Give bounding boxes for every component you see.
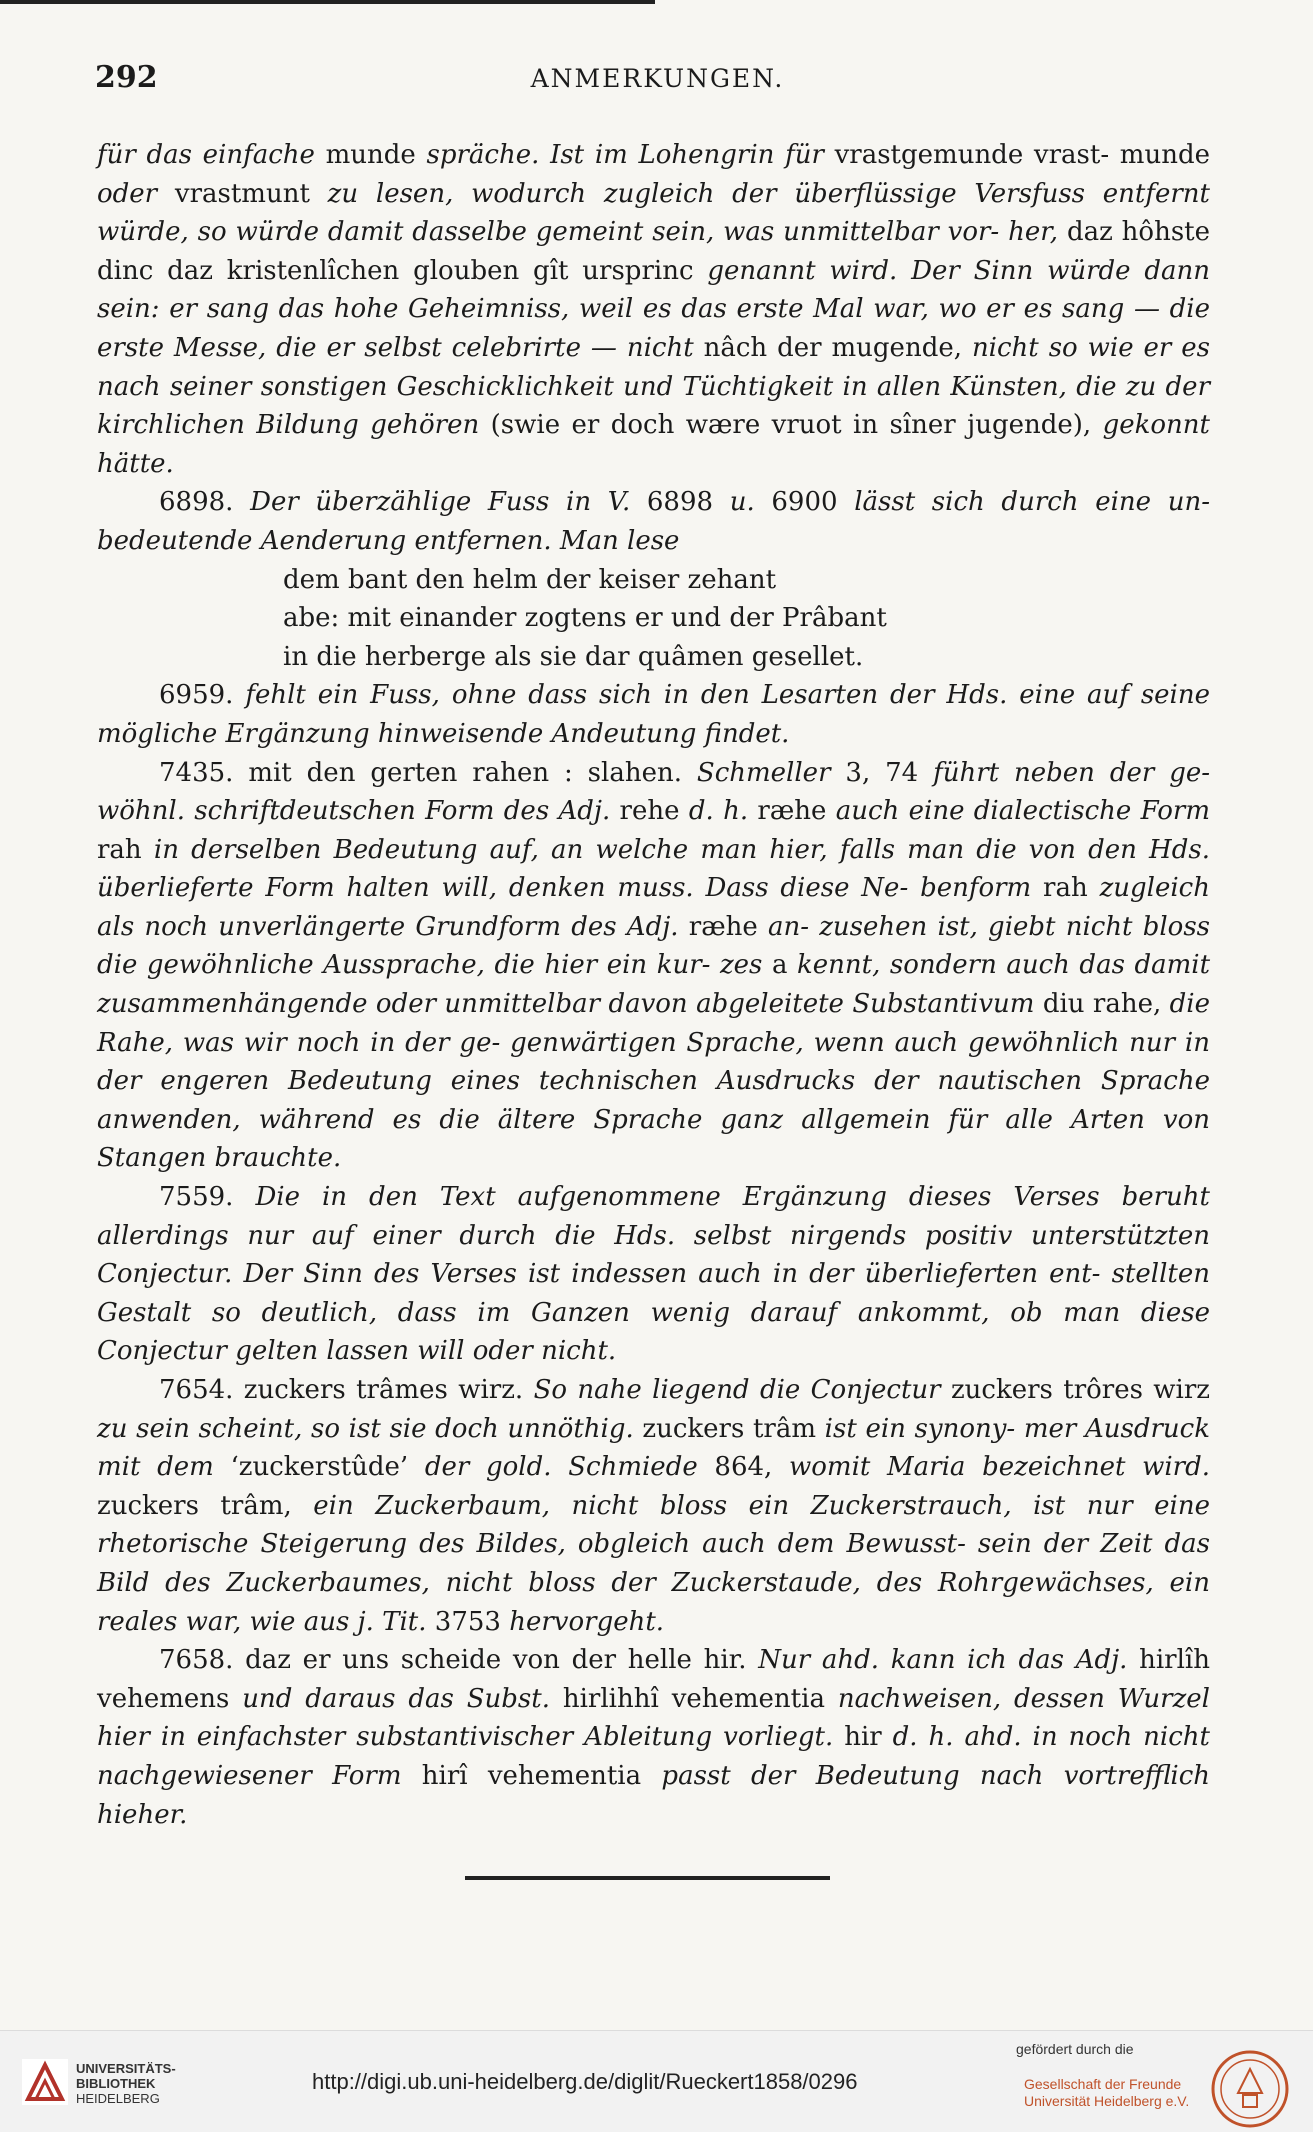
library-logo-icon[interactable]	[22, 2059, 68, 2105]
roman-run: ‘zuckerstûde’	[213, 1452, 425, 1483]
library-name	[76, 2061, 176, 2106]
verse-line: in die herberge als sie dar quâmen gesellet.	[283, 641, 864, 672]
page-body	[97, 136, 1210, 1834]
note-6959	[97, 676, 1210, 753]
italic-run: d. h.	[688, 796, 749, 827]
note-7658	[97, 1641, 1210, 1834]
roman-run: nâch der mugende,	[693, 332, 972, 363]
note-7654	[97, 1371, 1210, 1641]
italic-run: führt neben der ge- wöhnl. schriftdeutschen Form des Adj.	[97, 757, 1211, 827]
italic-run: für das einfache	[97, 140, 315, 170]
italic-run: die Rahe, was wir noch in der ge- genwärtigen Sprache, wenn auch gewöhnlich nur in der engeren Bedeutung eines technischen Ausdrucks der nautischen Sprache anwenden, während es die ältere Sprache ganz allgemein für alle Arten von Stangen brauchte.	[97, 989, 1210, 1174]
roman-run: 3753	[426, 1606, 510, 1637]
roman-run: 6900	[754, 487, 855, 518]
note-7559	[97, 1178, 1210, 1371]
verse-line: dem bant den helm der keiser zehant	[283, 564, 777, 595]
roman-run: zuckers trâm	[633, 1413, 825, 1444]
italic-run: und daraus das Subst.	[242, 1683, 550, 1714]
italic-run: nicht so wie er es nach seiner sonstigen Geschicklichkeit und Tüchtigkeit in allen Künsten, die zu der kirchlichen Bildung gehören	[97, 332, 1211, 441]
roman-run: hirlîh vehemens	[97, 1645, 1210, 1714]
roman-run: rah	[97, 834, 154, 865]
roman-run: munde	[314, 140, 427, 170]
italic-run: spräche. Ist im Lohengrin für	[426, 140, 824, 170]
italic-run: Schmeller	[696, 757, 831, 788]
italic-run: oder	[97, 178, 158, 209]
viewer-footer	[0, 2030, 1313, 2132]
roman-run: 7654. zuckers trâmes wirz.	[159, 1375, 534, 1405]
italic-run: d. h. ahd. in noch nicht nachgewiesener Form	[97, 1722, 1210, 1791]
roman-run: zuckers trâm,	[97, 1490, 314, 1521]
italic-run: Die in den Text aufgenommene Ergänzung dieses Verses beruht allerdings nur auf einer durch die Hds. selbst nirgends positiv unterstützten Conjectur. Der Sinn des Verses ist indessen auch in der überlieferten ent- stellten Gestalt so deutlich, dass im Ganzen wenig darauf ankommt, ob man diese Conjectur gelten lassen will oder nicht.	[97, 1182, 1210, 1367]
note-7435	[97, 754, 1210, 1179]
italic-run: Nur ahd. kann ich das Adj.	[758, 1645, 1128, 1676]
italic-run: ist ein synony- mer Ausdruck mit dem	[97, 1413, 1210, 1483]
roman-run: 7559.	[159, 1182, 256, 1213]
roman-run: 3, 74	[830, 757, 934, 788]
university-seal-icon	[1210, 2049, 1290, 2129]
roman-run: rehe	[610, 796, 689, 827]
end-rule	[465, 1876, 830, 1880]
page-header	[95, 60, 1220, 104]
roman-run: vrastmunt	[157, 178, 328, 209]
italic-run: hervorgeht.	[509, 1606, 665, 1637]
roman-run: 6898	[630, 487, 730, 518]
italic-run: zugleich als noch unverlängerte Grundform des Adj.	[97, 873, 1210, 942]
roman-run: 7658. daz er uns scheide von der helle hir.	[159, 1645, 759, 1676]
sponsor-caption: gefördert durch die	[1016, 2041, 1134, 2057]
library-line: UNIVERSITÄTS-	[76, 2061, 176, 2076]
italic-run: zu lesen, wodurch zugleich der überflüssige Versfuss entfernt würde, so würde damit dasselbe gemeint sein, was unmittelbar vor- her,	[97, 178, 1210, 248]
paragraph-lohengrin	[97, 136, 1210, 483]
italic-run: womit Maria bezeichnet wird.	[789, 1452, 1211, 1483]
italic-run: auch eine dialectische Form	[835, 796, 1210, 827]
italic-run: gekonnt hätte.	[97, 410, 1210, 479]
roman-run: (swie er doch wære vruot in sîner jugende),	[479, 410, 1103, 441]
running-title: ANMERKUNGEN.	[530, 64, 785, 93]
italic-run: So nahe liegend die Conjectur	[533, 1375, 941, 1405]
italic-run: der gold. Schmiede	[424, 1452, 698, 1483]
sponsor-line: Gesellschaft der Freunde	[1024, 2076, 1182, 2092]
roman-run: hir	[833, 1722, 893, 1753]
page-url-link[interactable]: http://digi.ub.uni-heidelberg.de/diglit/Rueckert1858/0296	[312, 2069, 858, 2094]
roman-run: 6959.	[159, 680, 246, 711]
italic-run: Der überzählige Fuss in V.	[250, 487, 631, 518]
roman-run: 7435. mit den gerten rahen : slahen.	[159, 757, 697, 788]
italic-run: lässt sich durch eine un- bedeutende Aenderung entfernen. Man lese	[97, 487, 1210, 556]
roman-run: diu rahe,	[1034, 989, 1170, 1020]
italic-run: in derselben Bedeutung auf, an welche man hier, falls man die von den Hds. überlieferte Form halten will, denken muss. Dass diese Ne- benform	[97, 834, 1210, 904]
top-edge-line	[0, 0, 655, 4]
sponsor-line: Universität Heidelberg e.V.	[1024, 2093, 1190, 2109]
italic-run: ein Zuckerbaum, nicht bloss ein Zuckerstrauch, ist nur eine rhetorische Steigerung des Bildes, obgleich auch dem Bewusst- sein der Zeit das Bild des Zuckerbaumes, nicht bloss der Zuckerstaude, des Rohrgewächses, ein reales war, wie aus j. Tit.	[97, 1490, 1211, 1637]
roman-run: 864,	[697, 1452, 790, 1483]
italic-run: zu sein scheint, so ist sie doch unnöthig.	[97, 1413, 634, 1444]
roman-run: zuckers trôres wirz	[940, 1375, 1211, 1405]
page-number: 292	[95, 60, 158, 95]
roman-run: hirî vehementia	[401, 1760, 662, 1791]
italic-run: nachweisen, dessen Wurzel hier in einfachster substantivischer Ableitung vorliegt.	[97, 1683, 1210, 1753]
roman-run: ræhe	[748, 796, 836, 827]
verse-line: abe: mit einander zogtens er und der Prâbant	[283, 603, 887, 634]
roman-run: rah	[1031, 873, 1100, 904]
roman-run: 6898.	[159, 487, 251, 518]
italic-run: kennt, sondern auch das damit zusammenhängende oder unmittelbar davon abgeleitete Substantivum	[97, 950, 1211, 1020]
library-line: HEIDELBERG	[76, 2091, 160, 2106]
roman-run: daz hôhste dinc daz kristenlîchen glouben gît ursprinc	[97, 217, 1210, 286]
italic-run: fehlt ein Fuss, ohne dass sich in den Lesarten der Hds. eine auf seine mögliche Ergänzung hinweisende Andeutung findet.	[97, 680, 1210, 749]
library-line: BIBLIOTHEK	[76, 2076, 156, 2091]
roman-run: a	[762, 950, 797, 981]
sponsor-name[interactable]	[1024, 2076, 1189, 2110]
verse-quote	[283, 561, 1210, 677]
italic-run: u.	[729, 487, 755, 518]
note-6898	[97, 483, 1210, 560]
roman-run: ræhe	[678, 911, 768, 942]
roman-run: vrastgemunde vrast- munde	[823, 140, 1210, 170]
italic-run: genannt wird. Der Sinn würde dann sein: er sang das hohe Geheimniss, weil es das erste Mal war, wo er es sang — die erste Messe, die er selbst celebrirte — nicht	[97, 255, 1210, 363]
roman-run: hirlihhî vehementia	[549, 1683, 838, 1714]
italic-run: an- zusehen ist, giebt nicht bloss die gewöhnliche Aussprache, die hier ein kur- zes	[97, 911, 1211, 981]
italic-run: passt der Bedeutung nach vortrefflich hieher.	[97, 1760, 1211, 1830]
